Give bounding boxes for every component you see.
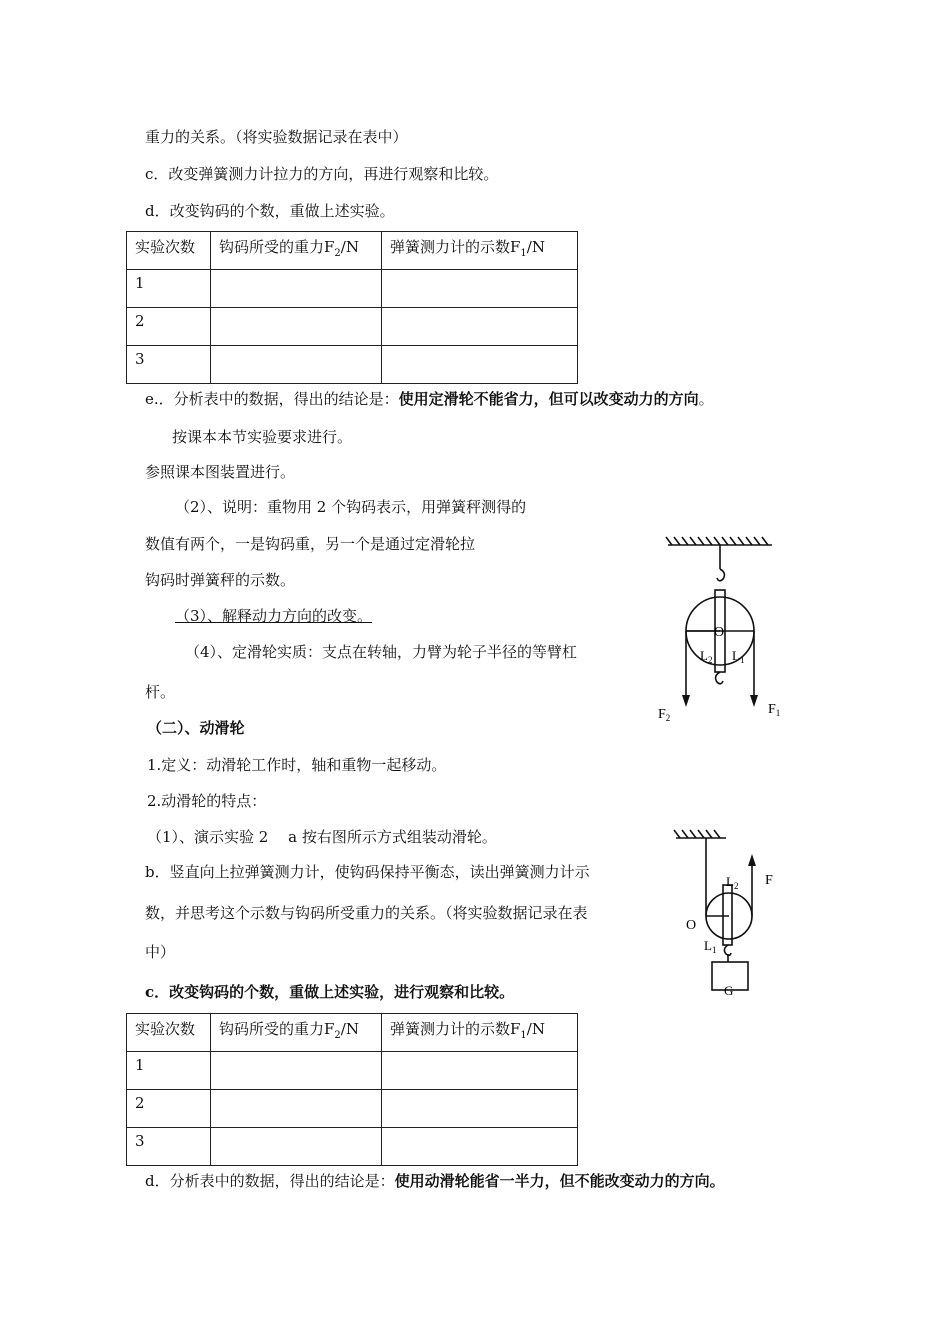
fig1-f2-label: $F_2$ xyxy=(658,707,671,723)
conclusion-fixed: e.．分析表中的数据，得出的结论是：使用定滑轮不能省力，但可以改变动力的方向。 xyxy=(145,390,714,408)
text-line-11: （4）、定滑轮实质：支点在转轴，力臂为轮子半径的等臂杠 xyxy=(185,643,578,661)
header-reading: 弹簧测力计的示数$F_1/N$ xyxy=(382,1014,578,1052)
text-line-16: （1）、演示实验 2 a 按右图所示方式组装动滑轮。 xyxy=(147,828,497,846)
text-line-20: c．改变钩码的个数，重做上述实验，进行观察和比较。 xyxy=(145,983,515,1001)
text-line-5: 按课本本节实验要求进行。 xyxy=(172,428,353,446)
header-weight: 钩码所受的重力$F_2/N$ xyxy=(211,1014,382,1052)
header-weight: 钩码所受的重力$F_2/N$ xyxy=(211,232,382,270)
text-line-19: 中） xyxy=(145,943,176,961)
text-line-3: d．改变钩码的个数，重做上述实验。 xyxy=(145,202,395,220)
text-line-6: 参照课本图装置进行。 xyxy=(145,463,296,481)
fig1-l1-label: $L_1$ xyxy=(732,648,745,665)
table-row: 1 xyxy=(127,270,578,308)
text-line-1: 重力的关系。（将实验数据记录在表中） xyxy=(145,128,408,146)
text-line-17: b．竖直向上拉弹簧测力计，使钩码保持平衡态，读出弹簧测力计示 xyxy=(145,863,590,881)
fig1-center-label: O xyxy=(714,625,725,640)
fig2-o-label: O xyxy=(686,918,697,933)
text-line-15: 2.动滑轮的特点： xyxy=(147,792,267,810)
text-line-8: 数值有两个，一是钩码重，另一个是通过定滑轮拉 xyxy=(145,535,476,553)
text-line-2: c．改变弹簧测力计拉力的方向，再进行观察和比较。 xyxy=(145,165,499,183)
section-heading-movable-pulley: （二）、动滑轮 xyxy=(147,719,245,737)
text-line-18: 数，并思考这个示数与钩码所受重力的关系。（将实验数据记录在表 xyxy=(145,904,588,922)
text-line-9: 钩码时弹簧秤的示数。 xyxy=(145,571,296,589)
text-line-14: 1.定义：动滑轮工作时，轴和重物一起移动。 xyxy=(147,756,447,774)
fig2-l1-label: $L_1$ xyxy=(704,938,717,955)
fig2-l2-label: $L_2$ xyxy=(726,874,739,891)
header-reading: 弹簧测力计的示数$F_1/N$ xyxy=(382,232,578,270)
text-line-10: （3）、解释动力方向的改变。 xyxy=(175,607,373,625)
fig2-f-label: F xyxy=(765,873,773,888)
data-table-fixed-pulley xyxy=(126,231,578,384)
table-row: 1 xyxy=(127,1052,578,1090)
table-row: 2 xyxy=(127,1090,578,1128)
data-table-movable-pulley xyxy=(126,1013,578,1166)
table-header-row xyxy=(127,1014,578,1052)
table-row: 3 xyxy=(127,346,578,384)
text-line-12: 杆。 xyxy=(145,683,176,701)
fig1-l2-label: $L_2$ xyxy=(700,648,713,665)
conclusion-movable: d．分析表中的数据，得出的结论是：使用动滑轮能省一半力，但不能改变动力的方向。 xyxy=(145,1172,725,1190)
table-header-row xyxy=(127,232,578,270)
header-trial: 实验次数 xyxy=(127,232,211,270)
fig2-g-label: G xyxy=(724,983,734,998)
fig1-f1-label: $F_1$ xyxy=(768,702,781,718)
text-line-7: （2）、说明：重物用 2 个钩码表示，用弹簧秤测得的 xyxy=(175,498,527,516)
table-row: 2 xyxy=(127,308,578,346)
fixed-pulley-diagram xyxy=(650,535,780,725)
movable-pulley-diagram xyxy=(670,828,790,996)
table-row: 3 xyxy=(127,1128,578,1166)
header-trial: 实验次数 xyxy=(127,1014,211,1052)
